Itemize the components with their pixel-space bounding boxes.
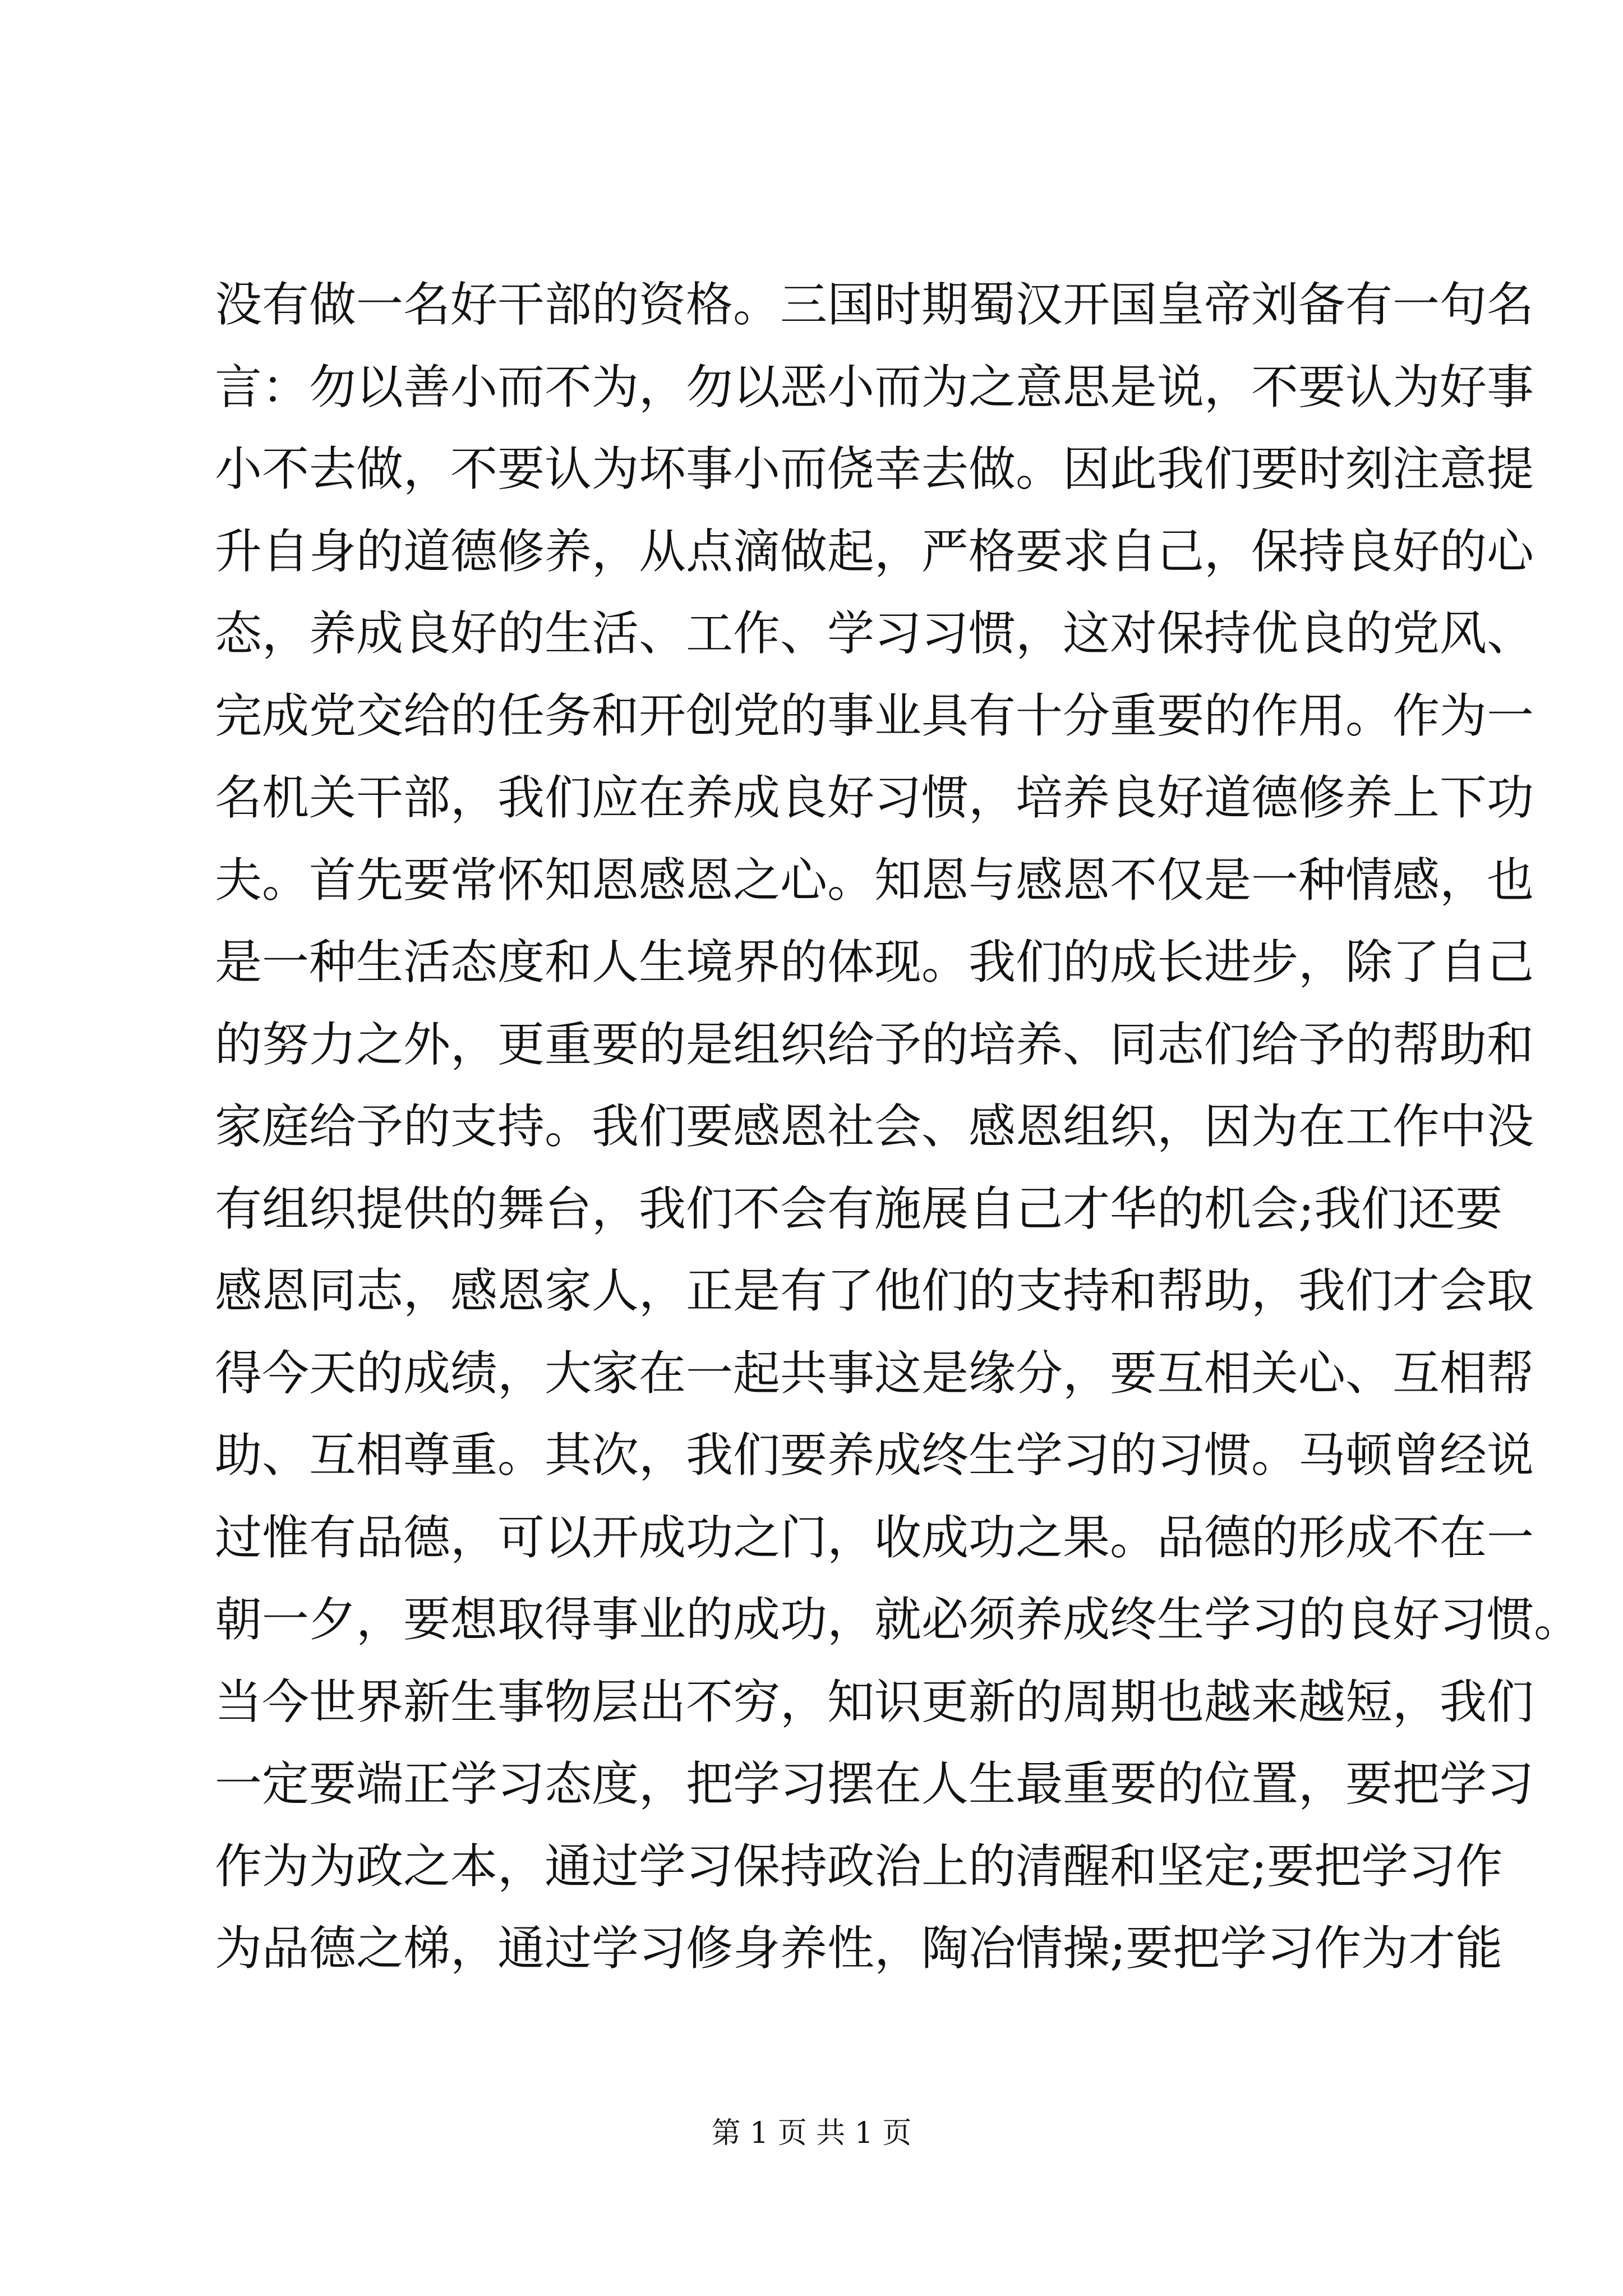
text-line-2: 言：勿以善小而不为，勿以恶小而为之意思是说，不要认为好事 bbox=[215, 359, 1534, 415]
text-line-7: 名机关干部，我们应在养成良好习惯，培养良好道德修养上下功 bbox=[215, 770, 1534, 825]
text-line-8: 夫。首先要常怀知恩感恩之心。知恩与感恩不仅是一种情感，也 bbox=[215, 852, 1534, 908]
text-line-15: 助、互相尊重。其次，我们要养成终生学习的习惯。马顿曾经说 bbox=[215, 1428, 1534, 1483]
text-line-14: 得今天的成绩，大家在一起共事这是缘分，要互相关心、互相帮 bbox=[215, 1345, 1534, 1401]
page-footer: 第 1 页 共 1 页 bbox=[711, 2116, 912, 2150]
text-line-6: 完成党交给的任务和开创党的事业具有十分重要的作用。作为一 bbox=[215, 688, 1534, 743]
text-line-11: 家庭给予的支持。我们要感恩社会、感恩组织，因为在工作中没 bbox=[215, 1099, 1534, 1154]
text-line-13: 感恩同志，感恩家人，正是有了他们的支持和帮助，我们才会取 bbox=[215, 1263, 1534, 1318]
body-text bbox=[215, 264, 1581, 1990]
text-line-16: 过惟有品德，可以开成功之门，收成功之果。品德的形成不在一 bbox=[215, 1510, 1534, 1565]
text-line-20: 作为为政之本，通过学习保持政治上的清醒和坚定;要把学习作 bbox=[215, 1838, 1503, 1894]
text-line-18: 当今世界新生事物层出不穷，知识更新的周期也越来越短，我们 bbox=[215, 1674, 1534, 1729]
text-line-12: 有组织提供的舞台，我们不会有施展自己才华的机会;我们还要 bbox=[215, 1181, 1503, 1236]
text-line-9: 是一种生活态度和人生境界的体现。我们的成长进步，除了自己 bbox=[215, 935, 1534, 990]
text-line-5: 态，养成良好的生活、工作、学习习惯，这对保持优良的党风、 bbox=[215, 606, 1534, 661]
text-line-17: 朝一夕，要想取得事业的成功，就必须养成终生学习的良好习惯。 bbox=[215, 1592, 1581, 1647]
text-line-21: 为品德之梯，通过学习修身养性，陶冶情操;要把学习作为才能 bbox=[215, 1921, 1503, 1976]
text-line-3: 小不去做，不要认为坏事小而侥幸去做。因此我们要时刻注意提 bbox=[215, 441, 1534, 496]
text-line-4: 升自身的道德修养，从点滴做起，严格要求自己，保持良好的心 bbox=[215, 523, 1534, 579]
text-line-10: 的努力之外，更重要的是组织给予的培养、同志们给予的帮助和 bbox=[215, 1016, 1534, 1072]
text-line-1: 没有做一名好干部的资格。三国时期蜀汉开国皇帝刘备有一句名 bbox=[215, 277, 1534, 332]
text-line-19: 一定要端正学习态度，把学习摆在人生最重要的位置，要把学习 bbox=[215, 1756, 1534, 1811]
